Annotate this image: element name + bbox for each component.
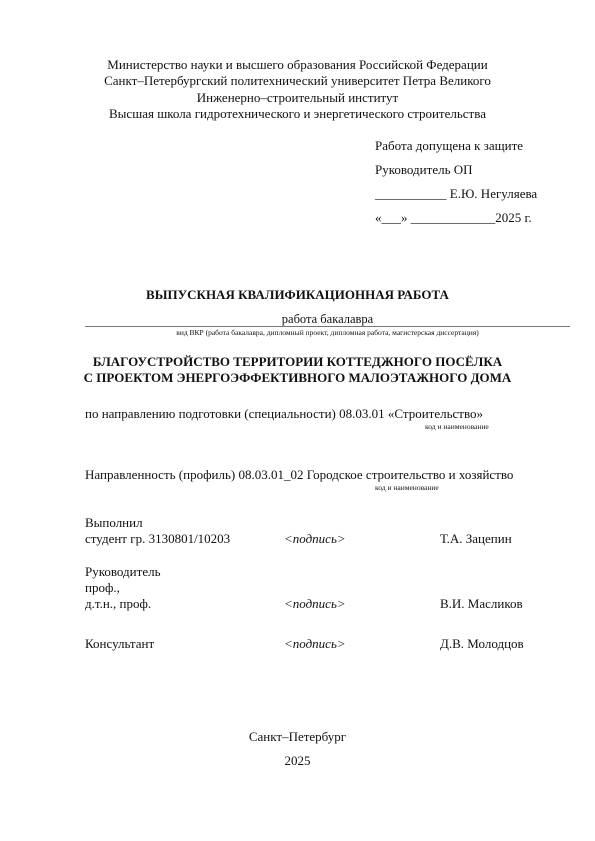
- supervisor-label: Руководитель: [85, 564, 161, 579]
- direction-text: по направлению подготовки (специальности) 08.03.01 «Строительство»: [85, 406, 484, 421]
- supervisor-name: В.И. Масликов: [440, 596, 523, 611]
- approval-line-4: «___» _____________2025 г.: [375, 210, 532, 225]
- approval-line-3: ___________ Е.Ю. Негуляева: [375, 186, 538, 201]
- consultant-name: Д.В. Молодцов: [440, 636, 524, 651]
- work-type-underline: [85, 326, 570, 327]
- work-type: работа бакалавра: [281, 312, 374, 326]
- ministry-line: Министерство науки и высшего образования Российской Федерации: [107, 57, 488, 72]
- city: Санкт–Петербург: [248, 729, 347, 744]
- profile-text: Направленность (профиль) 08.03.01_02 Городское строительство и хозяйство: [85, 467, 514, 482]
- performer-signature: <подпись>: [284, 531, 346, 546]
- direction-hint: код и наименование: [425, 422, 489, 431]
- consultant-signature: <подпись>: [284, 636, 346, 651]
- approval-line-2: Руководитель ОП: [375, 162, 473, 177]
- university-line: Санкт–Петербургский политехнический университет Петра Великого: [104, 73, 491, 88]
- profile-hint: код и наименование: [375, 483, 439, 492]
- performer-label: Выполнил: [85, 515, 143, 530]
- supervisor-signature: <подпись>: [284, 596, 346, 611]
- work-type-hint: вид ВКР (работа бакалавра, дипломный проект, дипломная работа, магистерская диссертация): [176, 328, 479, 337]
- year: 2025: [284, 753, 311, 768]
- work-title: ВЫПУСКНАЯ КВАЛИФИКАЦИОННАЯ РАБОТА: [146, 287, 449, 302]
- performer-name: Т.А. Зацепин: [440, 531, 512, 546]
- supervisor-title: проф.,: [85, 580, 120, 595]
- topic-line-1: БЛАГОУСТРОЙСТВО ТЕРРИТОРИИ КОТТЕДЖНОГО ПОСЁЛКА: [92, 354, 503, 369]
- institute-line: Инженерно–строительный институт: [196, 90, 399, 105]
- performer-group: студент гр. 3130801/10203: [85, 531, 231, 546]
- consultant-label: Консультант: [85, 636, 155, 651]
- supervisor-degree: д.т.н., проф.: [85, 596, 152, 611]
- school-line: Высшая школа гидротехнического и энергетического строительства: [109, 106, 486, 121]
- topic-line-2: С ПРОЕКТОМ ЭНЕРГОЭФФЕКТИВНОГО МАЛОЭТАЖНОГО ДОМА: [83, 370, 512, 385]
- approval-line-1: Работа допущена к защите: [375, 138, 524, 153]
